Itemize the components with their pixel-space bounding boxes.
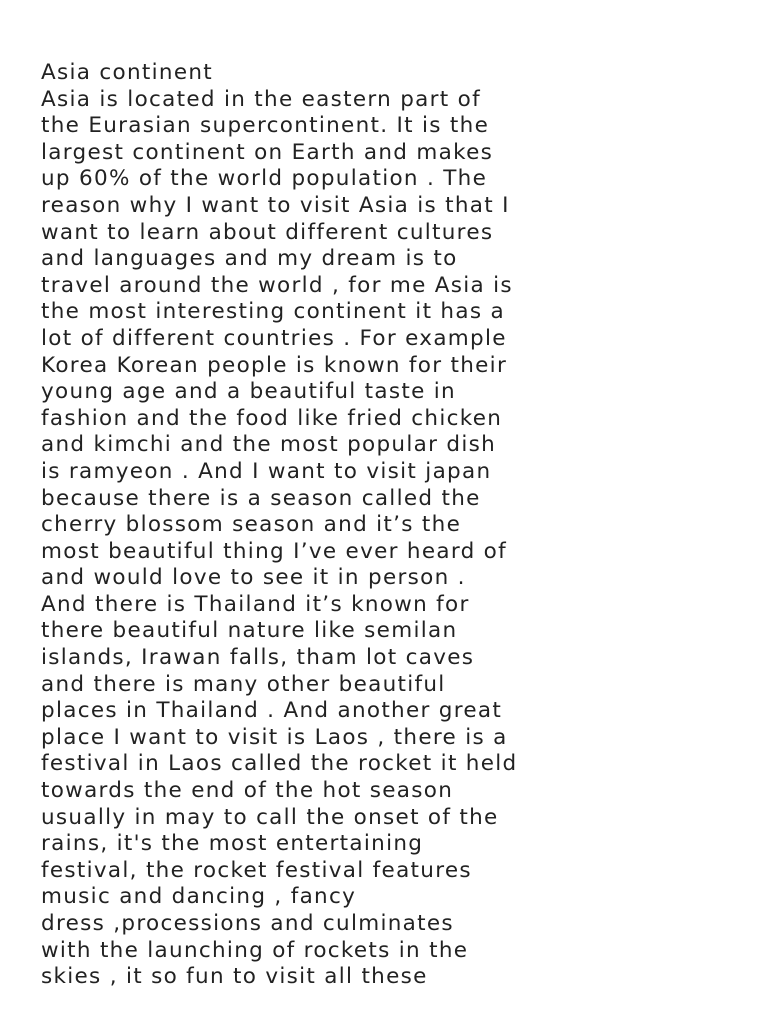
- note-line: reason why I want to visit Asia is that I: [41, 192, 510, 218]
- note-line: with the launching of rockets in the: [41, 937, 469, 963]
- note-line: places in Thailand . And another great: [41, 698, 503, 724]
- note-line: lot of different countries . For example: [41, 325, 507, 351]
- note-line: young age and a beautiful taste in: [41, 379, 456, 405]
- note-line: Asia is located in the eastern part of: [41, 86, 481, 112]
- note-line: place I want to visit is Laos , there is a: [41, 724, 508, 750]
- note-line: and there is many other beautiful: [41, 671, 446, 697]
- note-line: want to learn about different cultures: [41, 219, 494, 245]
- note-line: towards the end of the hot season: [41, 778, 454, 804]
- note-line: largest continent on Earth and makes: [41, 139, 494, 165]
- note-line: Korea Korean people is known for their: [41, 352, 508, 378]
- note-line: and would love to see it in person .: [41, 565, 466, 591]
- note-line: the most interesting continent it has a: [41, 299, 505, 325]
- note-line: cherry blossom season and it’s the: [41, 512, 462, 538]
- note-line: And there is Thailand it’s known for: [41, 591, 470, 617]
- note-line: music and dancing , fancy: [41, 884, 357, 910]
- note-line: festival in Laos called the rocket it held: [41, 751, 518, 777]
- note-line: most beautiful thing I’ve ever heard of: [41, 538, 507, 564]
- note-line: rains, it's the most entertaining: [41, 831, 424, 857]
- note-line: usually in may to call the onset of the: [41, 804, 499, 830]
- note-title: Asia continent: [41, 60, 214, 85]
- note-line: because there is a season called the: [41, 485, 481, 511]
- note-line: travel around the world , for me Asia is: [41, 272, 513, 298]
- note-line: up 60% of the world population . The: [41, 166, 488, 192]
- note-line: the Eurasian supercontinent. It is the: [41, 113, 490, 139]
- note-line: is ramyeon . And I want to visit japan: [41, 458, 492, 484]
- note-line: festival, the rocket festival features: [41, 857, 472, 883]
- note-line: skies , it so fun to visit all these: [41, 964, 428, 990]
- note-line: fashion and the food like fried chicken: [41, 405, 503, 431]
- note-line: dress ,processions and culminates: [41, 911, 454, 936]
- note-line: and kimchi and the most popular dish: [41, 432, 497, 458]
- note-line: there beautiful nature like semilan: [41, 618, 458, 644]
- note-body: [41, 60, 741, 991]
- note-line: islands, Irawan falls, tham lot caves: [41, 645, 475, 671]
- note-line: and languages and my dream is to: [41, 246, 458, 272]
